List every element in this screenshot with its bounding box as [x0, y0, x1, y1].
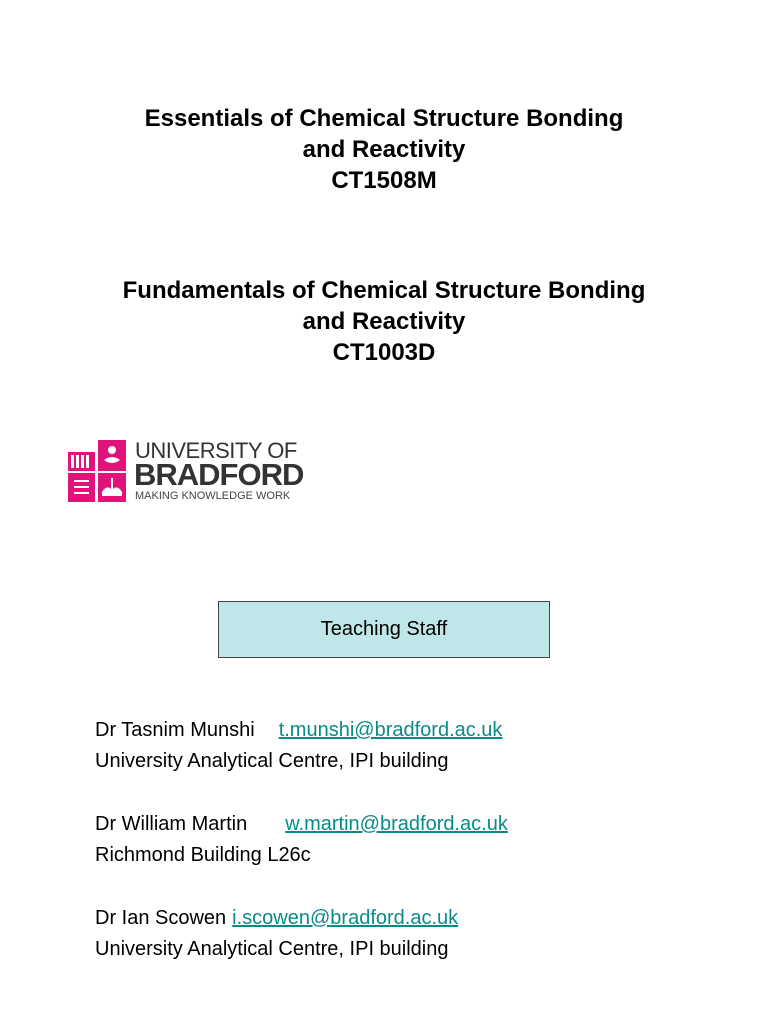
module-title-line: and Reactivity: [302, 136, 466, 163]
staff-email-link[interactable]: t.munshi@bradford.ac.uk: [278, 719, 503, 741]
module-title-line: Fundamentals of Chemical Structure Bonding: [122, 277, 646, 304]
module-title-essentials: [0, 103, 768, 196]
staff-name: Dr Ian Scowen: [95, 907, 227, 929]
staff-name: Dr Tasnim Munshi: [95, 719, 255, 741]
staff-name: Dr William Martin: [95, 813, 248, 835]
staff-location: University Analytical Centre, IPI building: [95, 750, 449, 772]
module-code: CT1003D: [332, 339, 436, 366]
staff-entry: [95, 903, 458, 965]
staff-location: Richmond Building L26c: [95, 844, 311, 866]
staff-email-link[interactable]: i.scowen@bradford.ac.uk: [232, 907, 459, 929]
university-logo: [68, 440, 308, 502]
staff-entry: [95, 715, 502, 777]
staff-entry: [95, 809, 508, 871]
module-title-fundamentals: [0, 275, 768, 368]
logo-text-line2: BRADFORD: [134, 457, 304, 492]
staff-email-link[interactable]: w.martin@bradford.ac.uk: [285, 813, 508, 835]
logo-tagline: MAKING KNOWLEDGE WORK: [135, 490, 291, 502]
university-crest-icon: [68, 440, 126, 502]
module-code: CT1508M: [331, 167, 437, 194]
staff-location: University Analytical Centre, IPI building: [95, 938, 449, 960]
logo-text-line1: UNIVERSITY OF: [135, 438, 297, 463]
teaching-staff-heading: Teaching Staff: [218, 601, 550, 658]
module-title-line: Essentials of Chemical Structure Bonding: [144, 105, 624, 132]
module-title-line: and Reactivity: [302, 308, 466, 335]
